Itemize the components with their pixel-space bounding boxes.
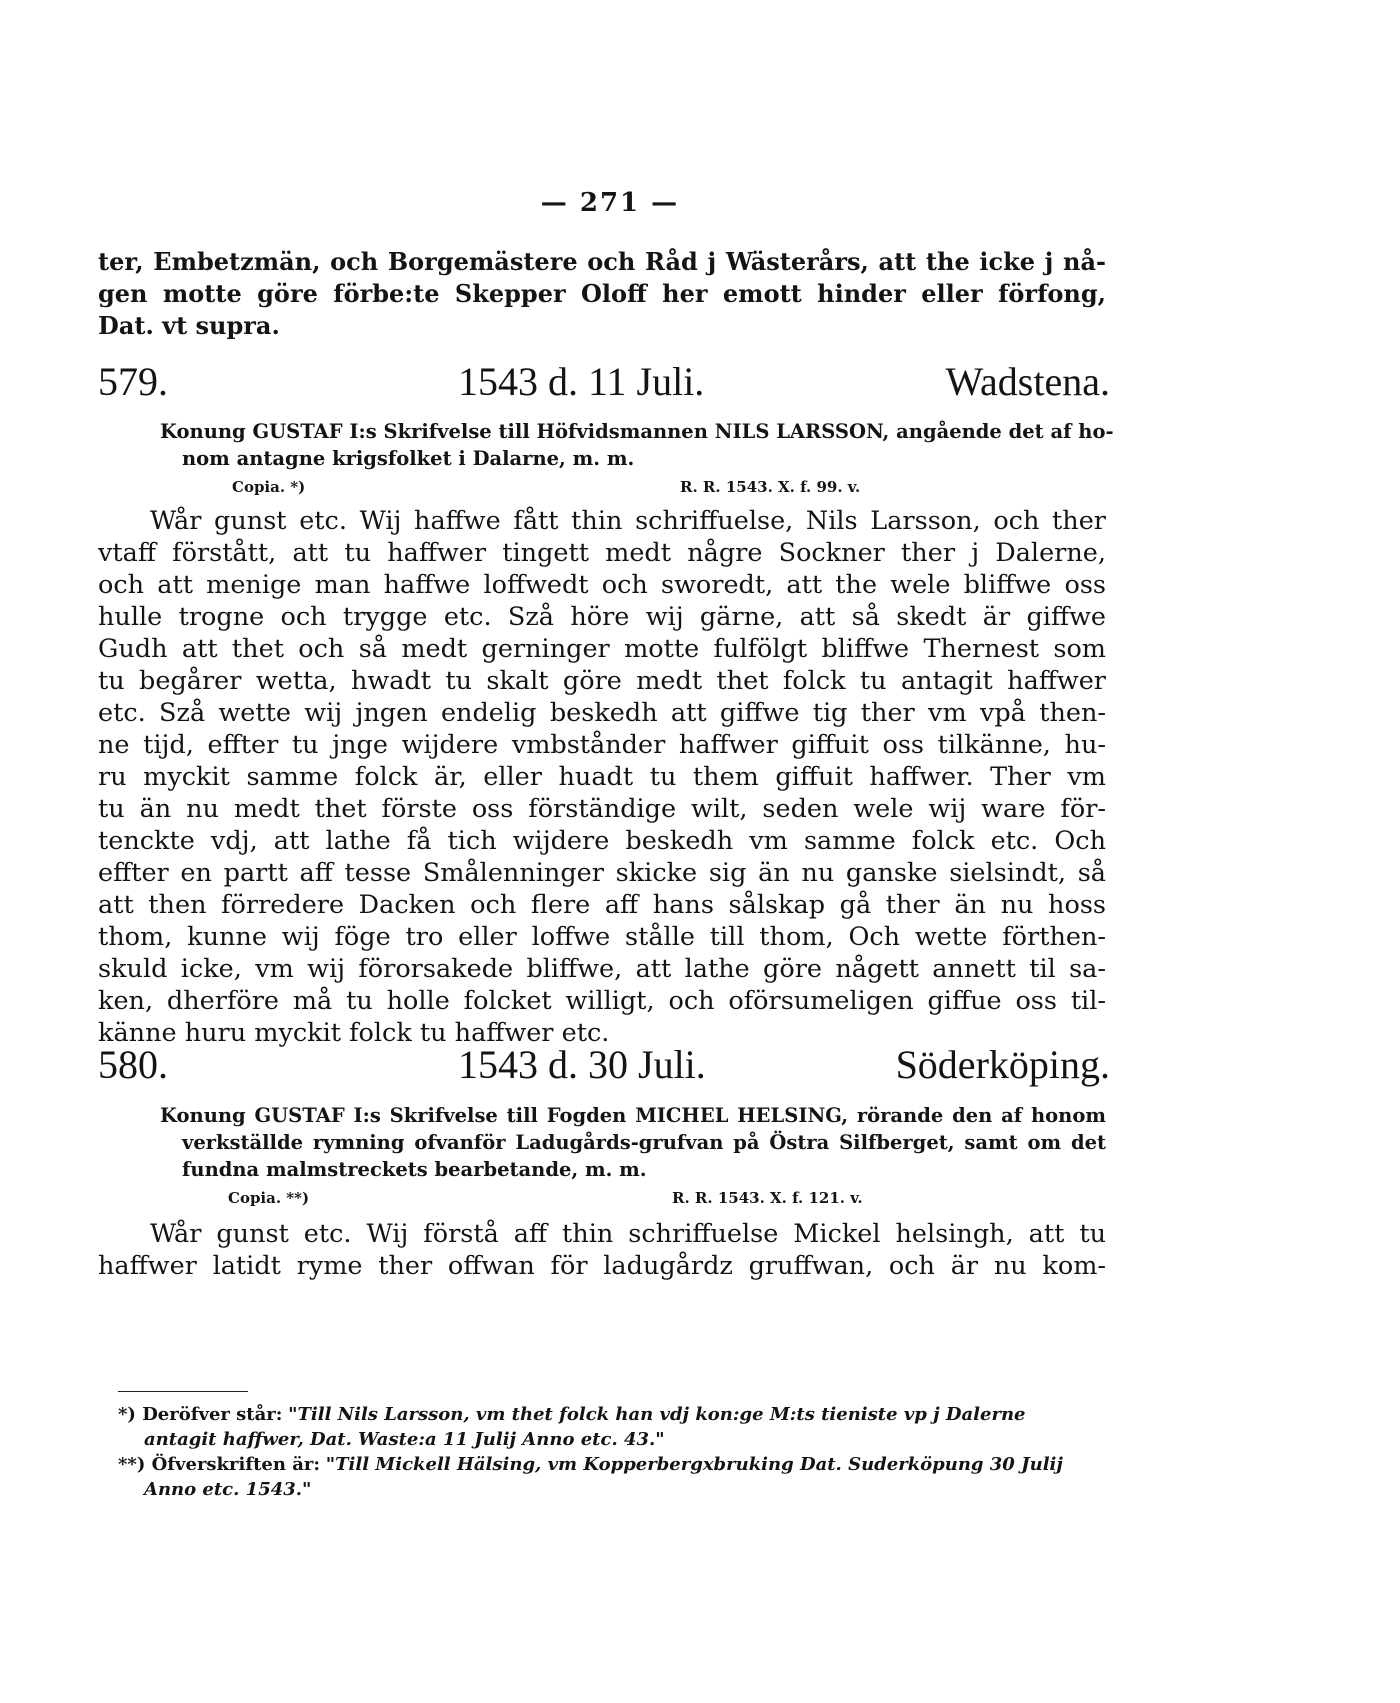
text-line: och att menige man haffwe loffwedt och sworedt, att the wele bliffwe oss xyxy=(98,570,1106,600)
text-line: effter en partt aff tesse Smålenninger skicke sig än nu ganske sielsindt, så xyxy=(98,858,1106,888)
entry-place: Wadstena. xyxy=(945,359,1110,404)
footnote-text: antagit haffwer, Dat. Waste:a 11 Julij Anno etc. 43." xyxy=(144,1429,665,1450)
entry-number: 579. xyxy=(98,359,168,404)
footnote-text: "Till Mickell Hälsing, vm Kopperbergxbruking Dat. Suderköpung 30 Julij xyxy=(325,1454,1063,1475)
footnote-marker: **) Öfverskriften är: xyxy=(118,1454,321,1475)
footnote-rule xyxy=(118,1391,248,1392)
footnote-2-cont xyxy=(118,1477,1108,1502)
footnote-1 xyxy=(118,1402,1108,1427)
entry-date: 1543 d. 30 Juli. xyxy=(458,1042,706,1087)
text-line: ne tijd, effter tu jnge wijdere vmbstånder haffwer giffuit oss tilkänne, hu- xyxy=(98,730,1106,760)
text-line: etc. Szå wette wij jngen endelig beskedh att giffwe tig ther vm vpå then- xyxy=(98,698,1106,728)
text-line: tu begårer wetta, hwadt tu skalt göre medt thet folck tu antagit haffwer xyxy=(98,666,1106,696)
summary-line: Konung GUSTAF I:s Skrifvelse till Fogden MICHEL HELSING, rörande den af honom xyxy=(160,1104,1106,1127)
copia-note: Copia. *) xyxy=(232,478,306,496)
text-line: hulle trogne och trygge etc. Szå höre wij gärne, att så skedt är giffwe xyxy=(98,602,1106,632)
entry-summary-579 xyxy=(160,418,1114,472)
text-line: ken, dherföre må tu holle folcket willigt, och oförsumeligen giffue oss til- xyxy=(98,986,1106,1016)
text-line: känne huru myckit folck tu haffwer etc. xyxy=(98,1018,610,1048)
entry-date: 1543 d. 11 Juli. xyxy=(458,359,705,404)
footnote-marker: *) Deröfver står: xyxy=(118,1404,283,1425)
copia-note: Copia. **) xyxy=(228,1189,310,1207)
text-line: att then förredere Dacken och flere aff hans sålskap gå ther än nu hoss xyxy=(98,890,1106,920)
text-line: tu än nu medt thet förste oss förständige wilt, seden wele wij ware för- xyxy=(98,794,1106,824)
continuation-paragraph xyxy=(98,246,1106,342)
text-line: ru myckit samme folck är, eller huadt tu them giffuit haffwer. Ther vm xyxy=(98,762,1106,792)
text-line: Wår gunst etc. Wij förstå aff thin schriffuelse Mickel helsingh, att tu xyxy=(150,1219,1106,1249)
text-line: vtaff förstått, att tu haffwer tingett medt någre Sockner ther j Dalerne, xyxy=(98,538,1106,568)
text-line: Dat. vt supra. xyxy=(98,311,280,340)
footnote-2 xyxy=(118,1452,1108,1477)
archive-reference: R. R. 1543. X. f. 121. v. xyxy=(672,1189,863,1207)
summary-line: verkställde rymning ofvanför Ladugårds-grufvan på Östra Silfberget, samt om det xyxy=(182,1131,1106,1154)
entry-heading-580 xyxy=(98,1041,1110,1091)
text-line: haffwer latidt ryme ther offwan för ladugårdz gruffwan, och är nu kom- xyxy=(98,1251,1106,1281)
entry-body-579 xyxy=(98,505,1106,1049)
text-line: Wår gunst etc. Wij haffwe fått thin schriffuelse, Nils Larsson, och ther xyxy=(150,506,1106,536)
entry-summary-580 xyxy=(160,1102,1106,1183)
summary-line: nom antagne krigsfolket i Dalarne, m. m. xyxy=(182,447,635,470)
footnote-1-cont xyxy=(118,1427,1108,1452)
footnote-text: "Till Nils Larsson, vm thet folck han vdj kon:ge M:ts tieniste vp j Dalerne xyxy=(288,1404,1026,1425)
footnotes xyxy=(118,1402,1108,1502)
summary-line: fundna malmstreckets bearbetande, m. m. xyxy=(182,1158,647,1181)
page-number: — 271 — xyxy=(540,188,680,218)
footnote-text: Anno etc. 1543." xyxy=(144,1479,312,1500)
text-line: tenckte vdj, att lathe få tich wijdere beskedh vm samme folck etc. Och xyxy=(98,826,1106,856)
entry-body-580 xyxy=(98,1218,1106,1282)
entry-place: Söderköping. xyxy=(895,1042,1110,1087)
text-line: skuld icke, vm wij förorsakede bliffwe, att lathe göre någett annett til sa- xyxy=(98,954,1106,984)
text-line: thom, kunne wij föge tro eller loffwe stålle till thom, Och wette förthen- xyxy=(98,922,1106,952)
summary-line: Konung GUSTAF I:s Skrifvelse till Höfvidsmannen NILS LARSSON, angående det af ho- xyxy=(160,420,1114,443)
text-line: Gudh att thet och så medt gerninger motte fulfölgt bliffwe Thernest som xyxy=(98,634,1106,664)
text-line: ter, Embetzmän, och Borgemästere och Råd j Wästerårs, att the icke j nå- xyxy=(98,247,1106,276)
entry-number: 580. xyxy=(98,1042,168,1087)
text-line: gen motte göre förbe:te Skepper Oloff her emott hinder eller förfong, xyxy=(98,279,1106,308)
entry-heading-579 xyxy=(98,358,1110,408)
archive-reference: R. R. 1543. X. f. 99. v. xyxy=(680,478,861,496)
